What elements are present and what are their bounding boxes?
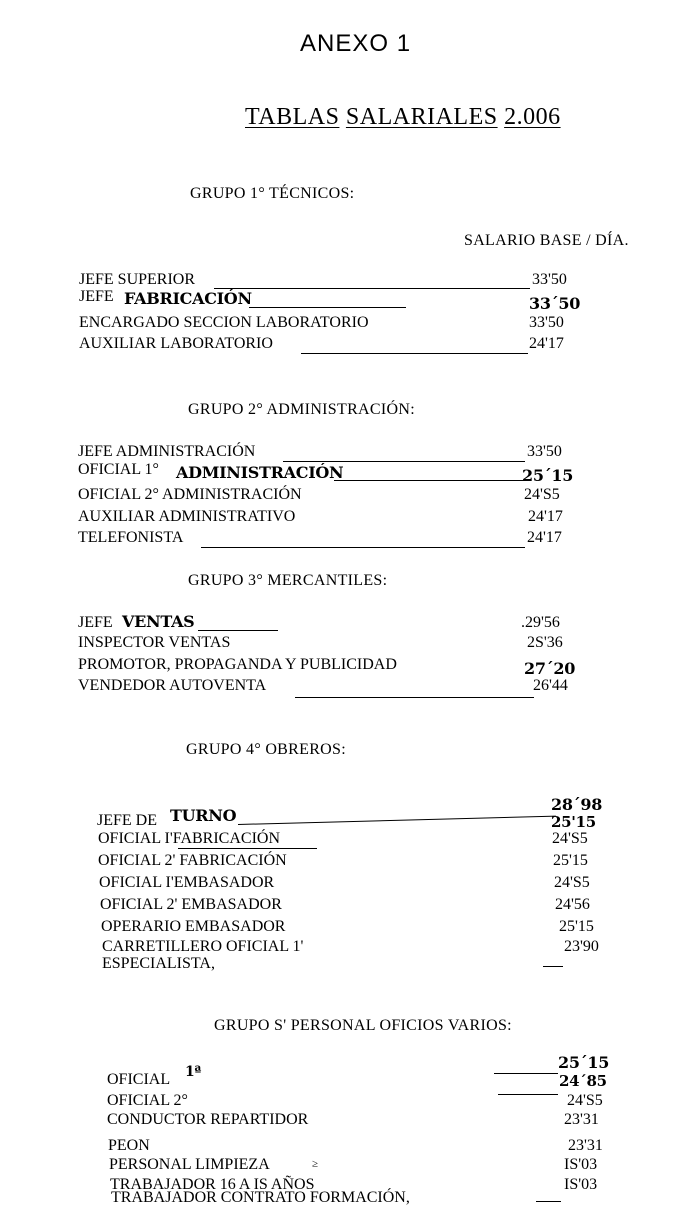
- row-vendedor-value: 26'44: [533, 677, 568, 694]
- leader-line: [498, 1094, 558, 1095]
- leader-line: [198, 630, 278, 631]
- row-trabajador-16-value: IS'03: [564, 1176, 598, 1193]
- row-jefe-fabricacion-label: JEFE: [79, 288, 114, 305]
- row-oficial1-varios-value: 25´15: [558, 1053, 610, 1072]
- row-auxiliar-lab-label: AUXILIAR LABORATORIO: [79, 335, 273, 352]
- row-jefe-fabricacion-value: 33´50: [529, 294, 581, 313]
- row-peon-label: PEON: [108, 1137, 150, 1154]
- leader-line: [301, 353, 528, 354]
- row-operario-value: 25'15: [559, 918, 594, 935]
- row-aux-admin-label: AUXILIAR ADMINISTRATIVO: [78, 508, 296, 525]
- row-peon-value: 23'31: [568, 1137, 603, 1154]
- row-vendedor-label: VENDEDOR AUTOVENTA: [78, 677, 267, 694]
- row-inspector-label: INSPECTOR VENTAS: [78, 634, 231, 651]
- row-oficial2-varios-value: 24'S5: [567, 1092, 603, 1109]
- row-carretillero-label: CARRETILLERO OFICIAL 1': [102, 938, 304, 955]
- row-inspector-value: 2S'36: [527, 634, 563, 651]
- row-jefe-turno-handwritten: TURNO: [170, 806, 237, 825]
- row-promotor-value: 27´20: [524, 659, 576, 678]
- leader-line: [334, 480, 524, 481]
- leader-line: [214, 288, 530, 289]
- row-operario-label: OPERARIO EMBASADOR: [101, 918, 286, 935]
- tables-title-word-3: 2.006: [504, 104, 561, 130]
- row-jefe-superior-value: 33'50: [532, 271, 567, 288]
- row-jefe-turno-label: JEFE DE: [97, 812, 157, 829]
- tables-title: [245, 104, 561, 131]
- blank-value-stub: [543, 966, 563, 967]
- stray-mark: ≥: [312, 1158, 319, 1170]
- row-trabajador-16-label: TRABAJADOR 16 A IS AÑOS: [110, 1176, 315, 1193]
- row-oficial1-fab-value: 24'S5: [552, 830, 588, 847]
- row-oficial1-varios-value-below: 24´85: [559, 1072, 607, 1090]
- tables-title-word-2: SALARIALES: [345, 104, 498, 130]
- row-oficial2-admin-label: OFICIAL 2° ADMINISTRACIÓN: [78, 486, 302, 503]
- row-aux-admin-value: 24'17: [528, 508, 563, 525]
- row-oficial1-varios-handwritten: 1ª: [185, 1064, 201, 1080]
- row-limpieza-value: IS'03: [564, 1156, 598, 1173]
- group-2-heading: GRUPO 2° ADMINISTRACIÓN:: [188, 401, 415, 418]
- row-jefe-turno-value-below: 25'15: [551, 813, 596, 831]
- row-jefe-admin-label: JEFE ADMINISTRACIÓN: [78, 443, 256, 460]
- row-jefe-turno-value: 28´98: [551, 795, 603, 814]
- leader-line: [249, 307, 406, 308]
- row-promotor-label: PROMOTOR, PROPAGANDA Y PUBLICIDAD: [78, 656, 397, 673]
- row-oficial1-varios-label: OFICIAL: [107, 1071, 171, 1088]
- row-oficial2-fab-value: 25'15: [553, 852, 588, 869]
- row-oficial2-fab-label: OFICIAL 2' FABRICACIÓN: [98, 852, 287, 869]
- leader-line: [238, 816, 556, 825]
- row-limpieza-label: PERSONAL LIMPIEZA: [109, 1156, 270, 1173]
- row-jefe-fabricacion-handwritten: FABRICACIÓN: [124, 289, 252, 308]
- row-conductor-label: CONDUCTOR REPARTIDOR: [107, 1111, 309, 1128]
- row-oficial2-admin-value: 24'S5: [524, 486, 560, 503]
- row-jefe-superior-label: JEFE SUPERIOR: [79, 271, 196, 288]
- salary-column-header: SALARIO BASE / DÍA.: [464, 232, 629, 249]
- row-telefonista-value: 24'17: [527, 529, 562, 546]
- row-carretillero-value: 23'90: [564, 938, 599, 955]
- group-1-heading: GRUPO 1° TÉCNICOS:: [190, 185, 355, 202]
- row-oficial1-admin-handwritten: ADMINISTRACIÓN: [176, 463, 344, 482]
- blank-value-stub: [536, 1201, 561, 1202]
- tables-title-word-1: TABLAS: [245, 104, 340, 130]
- row-oficial1-admin-value: 25´15: [522, 466, 574, 485]
- row-oficial1-fab-label: OFICIAL I'FABRICACIÓN: [98, 830, 280, 847]
- row-encargado-label: ENCARGADO SECCION LABORATORIO: [79, 314, 369, 331]
- leader-line: [201, 547, 525, 548]
- row-jefe-admin-value: 33'50: [527, 443, 562, 460]
- row-trabajador-formacion-label: TRABAJADOR CONTRATO FORMACIÓN,: [111, 1189, 410, 1206]
- row-encargado-value: 33'50: [529, 314, 564, 331]
- annex-title: ANEXO 1: [300, 30, 412, 57]
- row-oficial2-emb-value: 24'56: [555, 896, 590, 913]
- row-jefe-ventas-handwritten: VENTAS: [122, 612, 195, 631]
- row-oficial1-emb-label: OFICIAL I'EMBASADOR: [99, 874, 275, 891]
- leader-line: [494, 1073, 558, 1074]
- row-especialista-label: ESPECIALISTA,: [102, 955, 215, 972]
- underline: [178, 848, 317, 849]
- leader-line: [283, 461, 525, 462]
- row-conductor-value: 23'31: [564, 1111, 599, 1128]
- row-jefe-ventas-value: .29'56: [521, 614, 560, 631]
- group-3-heading: GRUPO 3° MERCANTILES:: [188, 572, 388, 589]
- row-oficial2-varios-label: OFICIAL 2°: [107, 1092, 188, 1109]
- row-oficial1-emb-value: 24'S5: [554, 874, 590, 891]
- row-telefonista-label: TELEFONISTA: [78, 529, 184, 546]
- group-5-heading: GRUPO S' PERSONAL OFICIOS VARIOS:: [214, 1017, 512, 1034]
- row-auxiliar-lab-value: 24'17: [529, 335, 564, 352]
- row-jefe-ventas-label: JEFE: [78, 614, 113, 631]
- row-oficial1-admin-label: OFICIAL 1°: [78, 461, 159, 478]
- group-4-heading: GRUPO 4° OBREROS:: [186, 741, 346, 758]
- row-oficial2-emb-label: OFICIAL 2' EMBASADOR: [100, 896, 282, 913]
- leader-line: [295, 697, 534, 698]
